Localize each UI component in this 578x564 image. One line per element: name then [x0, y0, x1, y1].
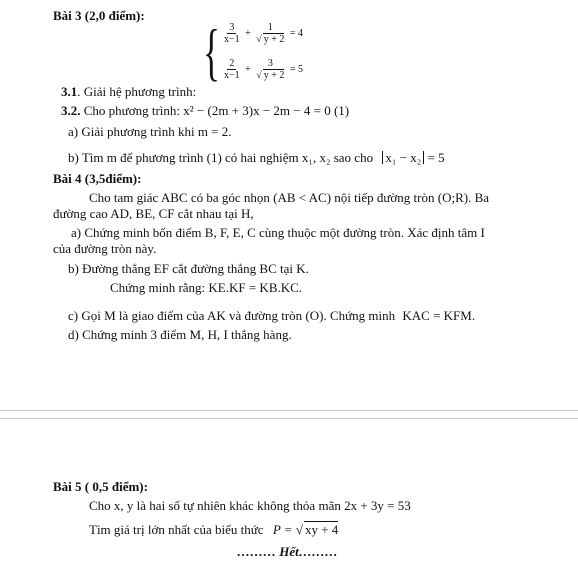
bai5-line-2: Tìm giá trị lớn nhất của biểu thức P = √ xy + 4: [89, 522, 339, 537]
bai4-question-a-1: a) Chứng minh bốn điểm B, F, E, C cùng thuộc một đường tròn. Xác định tâm I: [71, 225, 485, 240]
bai4-question-a-2: của đường tròn này.: [53, 241, 157, 256]
question-3-1: 3.1. Giải hệ phương trình:: [61, 84, 197, 99]
question-3-2: 3.2. Cho phương trình: x² − (2m + 3)x − 2m − 4 = 0 (1): [61, 103, 350, 118]
question-3-2-b: b) Tìm m để phương trình (1) có hai nghiệm x₁, x₂ sao cho x₁ − x₂ = 5: [68, 150, 445, 165]
question-3-2-a: a) Giải phương trình khi m = 2.: [68, 124, 232, 139]
page-divider-bottom: [0, 418, 578, 419]
angle-equality: KAC = KFM: [402, 308, 472, 323]
page-divider-top: [0, 410, 578, 411]
system-brace: {: [203, 16, 220, 87]
equation-2: $\frac{2}{x-1}$ + $\frac{3}{√ y + 2}$ = 5: [224, 58, 304, 81]
equation-1: $\frac{3}{x-1}$ + $\frac{1}{√ y + 2}$ = 4: [224, 22, 304, 45]
bai4-question-b: b) Đường thẳng EF cắt đường thẳng BC tại K.: [68, 261, 309, 276]
equation-system: [203, 16, 323, 92]
end-marker: ……… Hết………: [237, 544, 338, 559]
bai4-question-c: c) Gọi M là giao điểm của AK và đường tròn (O). Chứng minh KAC = KFM.: [68, 308, 476, 323]
bai5-line-1: Cho x, y là hai số tự nhiên khác không thỏa mãn 2x + 3y = 53: [89, 498, 411, 513]
bai3-title: Bài 3 (2,0 điểm):: [53, 8, 145, 23]
bai5-title: Bài 5 ( 0,5 điểm):: [53, 479, 148, 494]
bai4-question-b-2: Chứng minh rằng: KE.KF = KB.KC.: [110, 280, 303, 295]
bai4-intro-1: Cho tam giác ABC có ba góc nhọn (AB < AC) nội tiếp đường tròn (O;R). Ba: [89, 190, 490, 205]
bai4-question-d: d) Chứng minh 3 điểm M, H, I thẳng hàng.: [68, 327, 292, 342]
bai4-title: Bài 4 (3,5điểm):: [53, 171, 142, 186]
bai4-intro-2: đường cao AD, BE, CF cắt nhau tại H,: [53, 206, 254, 221]
